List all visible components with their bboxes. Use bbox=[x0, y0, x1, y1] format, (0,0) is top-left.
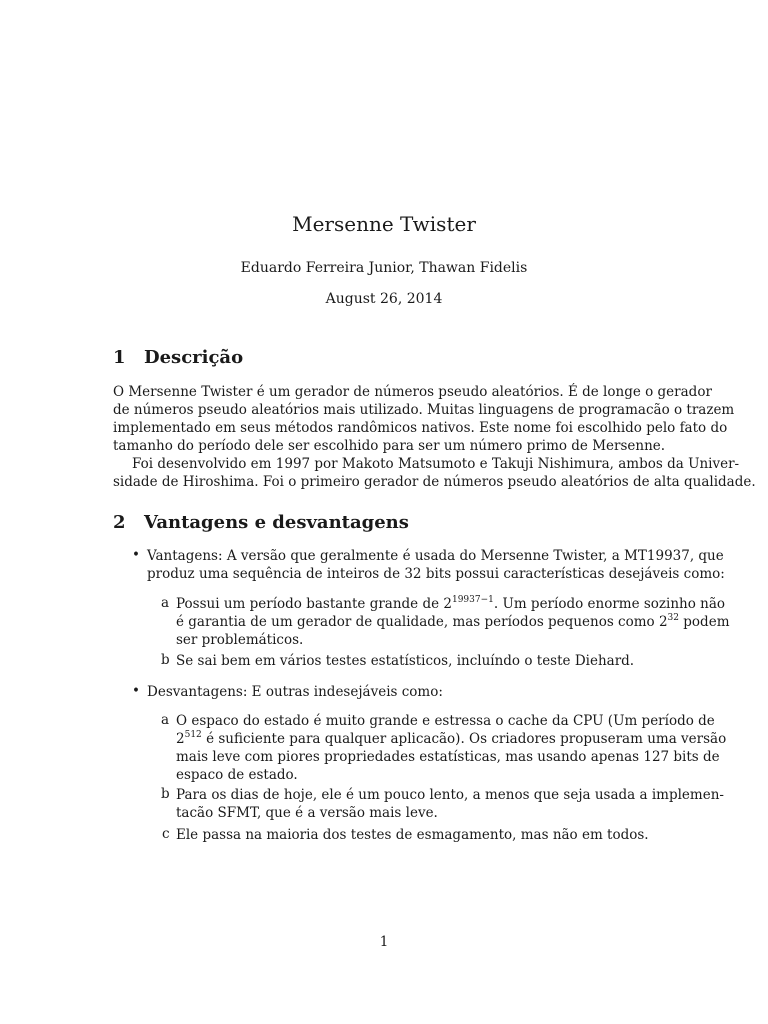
text-segment: é garantia de um gerador de qualidade, mas períodos pequenos como 2 bbox=[176, 614, 668, 630]
document-date: August 26, 2014 bbox=[325, 291, 443, 307]
section-1-number: 1 bbox=[113, 347, 126, 368]
advantage-b-text: Se sai bem em vários testes estatísticos, incluíndo o teste Diehard. bbox=[176, 653, 635, 669]
document-authors: Eduardo Ferreira Junior, Thawan Fidelis bbox=[240, 260, 528, 276]
text-line bbox=[176, 613, 730, 631]
section-2-heading bbox=[113, 512, 409, 533]
text-line: ser problemáticos. bbox=[176, 632, 304, 648]
text-line: O Mersenne Twister é um gerador de números pseudo aleatórios. É de longe o gerador bbox=[113, 384, 712, 400]
text-segment: Possui um período bastante grande de 2 bbox=[176, 596, 452, 612]
disadvantage-b-label: b bbox=[161, 786, 170, 802]
section-2-title: Vantagens e desvantagens bbox=[144, 512, 409, 533]
text-line: produz uma sequência de inteiros de 32 bits possui características desejáveis como: bbox=[147, 566, 725, 582]
disadvantages-item: Desvantagens: E outras indesejáveis como: bbox=[147, 684, 443, 700]
disadvantage-a-text bbox=[176, 712, 727, 784]
section-1-paragraph-2 bbox=[113, 455, 756, 491]
disadvantage-c-text: Ele passa na maioria dos testes de esmagamento, mas não em todos. bbox=[176, 827, 649, 843]
advantage-b-label: b bbox=[161, 652, 170, 668]
bullet-icon: • bbox=[132, 547, 140, 563]
text-segment: . Um período enorme sozinho não bbox=[493, 596, 726, 612]
disadvantage-b-text bbox=[176, 786, 724, 822]
text-line: tacão SFMT, que é a versão mais leve. bbox=[176, 805, 438, 821]
text-line: tamanho do período dele ser escolhido para ser um número primo de Mersenne. bbox=[113, 438, 666, 454]
section-1-heading bbox=[113, 347, 243, 368]
text-line: Foi desenvolvido em 1997 por Makoto Matsumoto e Takuji Nishimura, ambos da Univer- bbox=[132, 456, 740, 472]
exponent: 19937−1 bbox=[451, 595, 494, 605]
exponent: 32 bbox=[667, 613, 679, 623]
text-line bbox=[176, 730, 727, 748]
text-segment: é suficiente para qualquer aplicacão). Os criadores propuseram uma versão bbox=[201, 731, 727, 747]
section-1-title: Descrição bbox=[144, 347, 244, 368]
page-number: 1 bbox=[379, 934, 389, 950]
document-title: Mersenne Twister bbox=[292, 212, 476, 236]
text-line: espaco de estado. bbox=[176, 767, 298, 783]
text-segment: podem bbox=[679, 614, 730, 630]
bullet-icon: • bbox=[132, 683, 140, 699]
advantages-item bbox=[147, 547, 725, 583]
section-1-paragraph-1 bbox=[113, 383, 735, 455]
text-segment: 2 bbox=[176, 731, 185, 747]
text-line: mais leve com piores propriedades estatísticas, mas usando apenas 127 bits de bbox=[176, 749, 720, 765]
exponent: 512 bbox=[184, 730, 202, 740]
advantage-a-text bbox=[176, 595, 730, 649]
text-line: Vantagens: A versão que geralmente é usada do Mersenne Twister, a MT19937, que bbox=[147, 548, 724, 564]
text-line: O espaco do estado é muito grande e estressa o cache da CPU (Um período de bbox=[176, 713, 715, 729]
text-line: de números pseudo aleatórios mais utilizado. Muitas linguagens de programacão o trazem bbox=[113, 402, 735, 418]
disadvantage-a-label: a bbox=[161, 712, 170, 728]
disadvantage-c-label: c bbox=[162, 826, 170, 842]
text-line bbox=[176, 595, 726, 613]
text-line: implementado em seus métodos randômicos nativos. Este nome foi escolhido pelo fato do bbox=[113, 420, 728, 436]
advantage-a-label: a bbox=[161, 595, 170, 611]
text-line: Para os dias de hoje, ele é um pouco lento, a menos que seja usada a implemen- bbox=[176, 787, 724, 803]
text-line: sidade de Hiroshima. Foi o primeiro gerador de números pseudo aleatórios de alta qualidade. bbox=[113, 474, 756, 490]
section-2-number: 2 bbox=[113, 512, 126, 533]
